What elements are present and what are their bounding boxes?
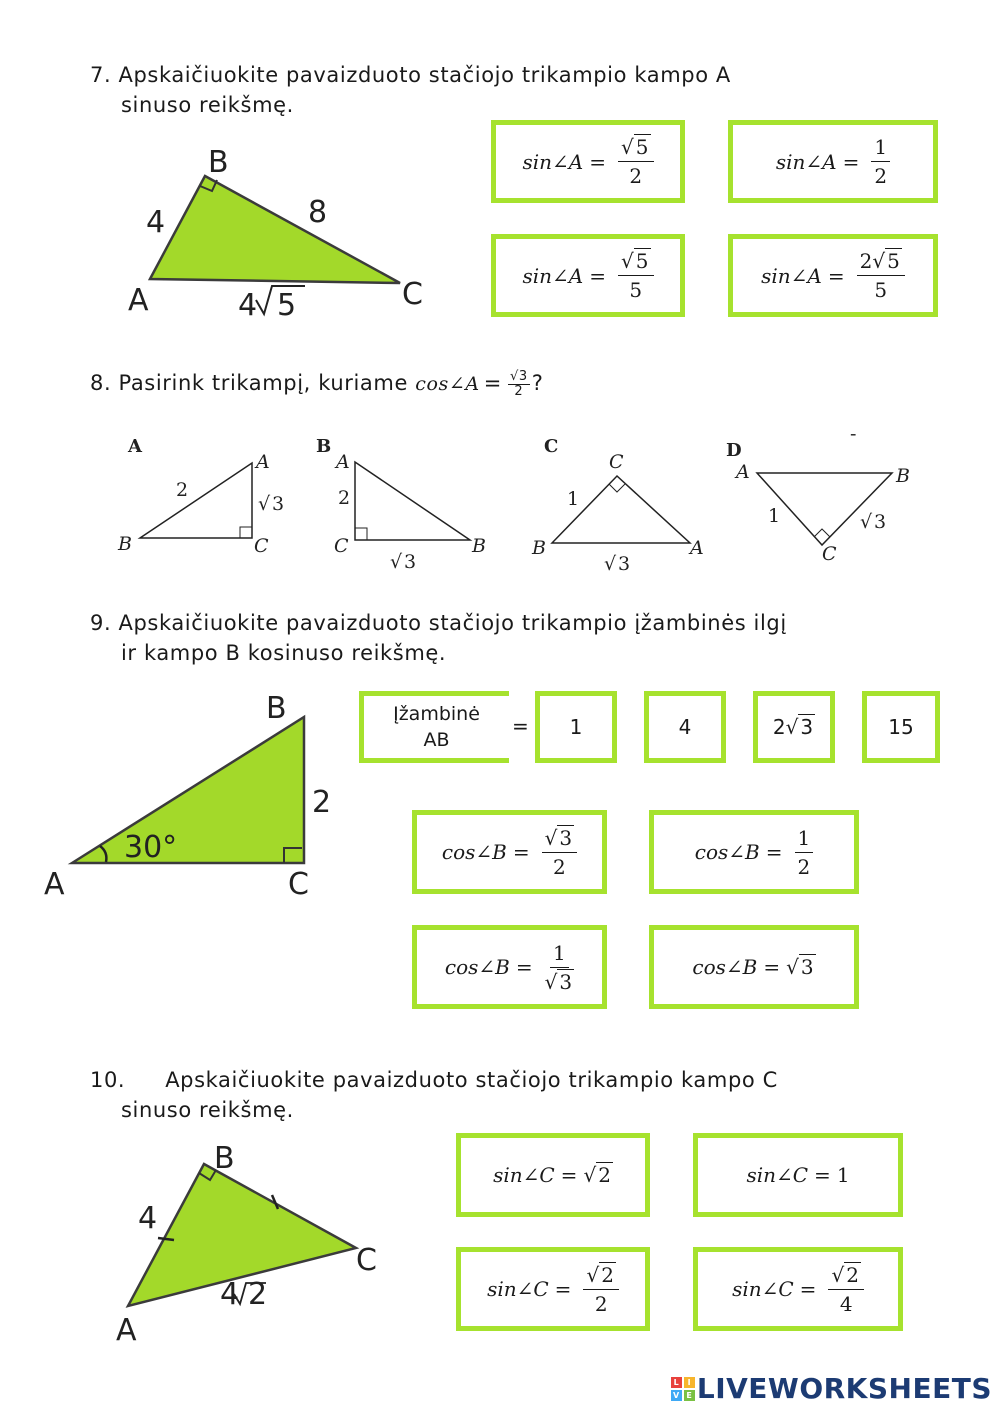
q7-opt4-frac: $\frac{2√ 5}{5}$ [857, 249, 905, 302]
q10-opt2-value: 1 [836, 1163, 850, 1187]
q10-opt4-frac: $\frac{√ 2}{4}$ [828, 1263, 863, 1316]
q9-cos1-frac: $\frac{√ 3}{2}$ [542, 826, 577, 879]
q8-tri-a-v2: B [118, 533, 132, 555]
q7-opt1-lhs: sin∠A [522, 149, 584, 174]
q8-tri-b-v3: B [472, 535, 486, 557]
q7-opt2-den: 2 [874, 164, 888, 188]
q9-cos2-den: 2 [797, 854, 811, 879]
q8-cond-frac: $\frac{√3}{2}$ [509, 369, 528, 399]
q9-line1: 9. Apskaičiuokite pavaizduoto stačiojo trikampio įžambinės ilgį [90, 611, 787, 635]
q8-dash: - [850, 423, 857, 445]
q9-cos4-rad: 3 [800, 955, 814, 979]
q10-opt3-den: 2 [594, 1291, 608, 1316]
q9-line2: ir kampo B kosinuso reikšmę. [121, 641, 447, 665]
q10-opt2-eq: = [814, 1163, 831, 1187]
q9-hyp-opt3-coef: 2 [772, 715, 786, 739]
q8-choice-c-label: C [544, 436, 559, 457]
q9-cos2-num: 1 [795, 826, 814, 853]
q7-opt4-den: 5 [874, 278, 888, 302]
q10-opt3-frac: $\frac{√ 2}{2}$ [583, 1263, 618, 1316]
liveworksheets-logo-text: LIVEWORKSHEETS [696, 1372, 992, 1405]
q7-vertex-a: A [128, 283, 149, 318]
q10-opt4-den: 4 [839, 1291, 853, 1316]
q10-opt2-lhs: sin∠C [746, 1163, 809, 1187]
q8-tri-b-v2: C [334, 535, 349, 557]
q8-tri-b-side2: 3 [404, 551, 417, 573]
q9-cos2-eq: = [765, 840, 783, 864]
q10-option-4[interactable] [693, 1247, 903, 1331]
q10-vertex-b: B [214, 1141, 235, 1176]
q8-tri-c-side2: 3 [618, 553, 631, 575]
q10-option-3[interactable] [456, 1247, 650, 1331]
q10-opt3-eq: = [554, 1277, 572, 1301]
q9-cos3-eq: = [515, 955, 533, 979]
q7-opt4-coef: 2 [859, 249, 873, 273]
q9-cos3-num: 1 [550, 941, 569, 968]
liveworksheets-logo[interactable] [671, 1372, 992, 1405]
q7-opt3-num: 5 [635, 249, 649, 273]
svg-text:√: √ [390, 551, 403, 573]
q8-tri-c-side1: 1 [567, 488, 580, 510]
q7-vertex-c: C [402, 277, 423, 312]
q10-side-ac-rad: 2 [248, 1277, 268, 1312]
q7-opt4-num: 5 [887, 249, 900, 273]
q7-opt3-den: 5 [629, 278, 643, 302]
q10-triangle [128, 1164, 356, 1306]
q10-side-ac-coef: 4 [220, 1277, 240, 1312]
q10-opt3-num: 2 [601, 1262, 614, 1287]
q8-choice-d-label: D [726, 440, 742, 461]
q9-cos3-den: 3 [559, 969, 573, 994]
q8-tri-d-v3: C [822, 543, 837, 565]
q9-vertex-c: C [288, 867, 309, 902]
q8-tri-d-v2: B [896, 465, 910, 487]
q8-tri-a-side2: 3 [272, 493, 285, 515]
q9-cos1-eq: = [512, 840, 530, 864]
q8-tri-a-side1: 2 [176, 479, 189, 501]
q9-cos1-num: 3 [559, 825, 573, 850]
liveworksheets-logo-icon [671, 1377, 695, 1401]
logo-mark-i: I [684, 1377, 695, 1388]
q9-cos-option-4[interactable]: cos∠B = √ 3 [649, 925, 859, 1009]
q10-option-2[interactable] [693, 1133, 903, 1217]
q9-cos2-lhs: cos∠B [694, 840, 760, 864]
q8-tri-d-side1: 1 [768, 505, 781, 527]
q10-option-1[interactable]: sin∠C = √ 2 [456, 1133, 650, 1217]
q8-tri-a-v1: A [256, 451, 270, 473]
q8-cond-lhs: cos∠A [415, 373, 480, 395]
q9-cos1-lhs: cos∠B [441, 840, 507, 864]
q10-side-ab: 4 [138, 1201, 158, 1236]
q9-hyp-opt3-rad: 3 [800, 715, 814, 739]
q8-text: 8. Pasirink trikampį, kuriame [90, 371, 408, 395]
q9-hyp-opt1-value: 1 [569, 715, 583, 739]
logo-mark-l: L [671, 1377, 682, 1388]
q10-vertex-a: A [116, 1313, 137, 1348]
q7-opt1-den: 2 [629, 164, 643, 188]
q8-tri-d-side2: 3 [874, 511, 887, 533]
q7-side-ac-coef: 4 [238, 288, 258, 323]
q9-hyp-opt2-value: 4 [678, 715, 692, 739]
q9-hyp-opt4-value: 15 [888, 715, 914, 739]
q7-line1: 7. Apskaičiuokite pavaizduoto stačiojo trikampio kampo A [90, 63, 731, 87]
q9-cos3-frac: $\frac{1}{√ 3}$ [544, 940, 573, 994]
q8-tri-d-v1: A [736, 461, 750, 483]
q10-num: 10. [90, 1068, 126, 1092]
q7-opt4-eq: = [827, 263, 845, 288]
q10-opt4-eq: = [799, 1277, 817, 1301]
q7-side-bc: 8 [308, 195, 328, 230]
q10-vertex-c: C [356, 1243, 377, 1278]
q8-cond-end: ? [531, 371, 544, 395]
q8-tri-c-v1: C [609, 451, 624, 473]
q8-tri-c-v2: B [532, 537, 546, 559]
q9-cos4-lhs: cos∠B [692, 955, 758, 979]
q9-cos1-den: 2 [553, 854, 566, 879]
q8-choice-b-label: B [316, 436, 332, 457]
logo-mark-v: V [671, 1390, 682, 1401]
q9-hyp-label1: Įžambinė [393, 703, 480, 725]
q10-opt1-rad: 2 [598, 1163, 611, 1187]
svg-text:√: √ [258, 493, 271, 515]
q7-opt3-eq: = [589, 263, 607, 288]
q9-cos4-eq: = [763, 955, 781, 979]
q9-angle-label: 30° [124, 830, 178, 865]
q7-opt2-lhs: sin∠A [775, 149, 837, 174]
q7-opt3-frac: $\frac{√ 5}{5}$ [618, 249, 653, 302]
q7-opt1-eq: = [589, 149, 607, 174]
q10-opt1-eq: = [560, 1163, 578, 1187]
q8-cond-eq: = [483, 371, 502, 395]
q7-opt1-frac: $\frac{√ 5}{2}$ [618, 135, 653, 188]
q7-opt4-lhs: sin∠A [761, 263, 822, 288]
q9-vertex-b: B [266, 691, 287, 726]
q9-hyp-eq: = [512, 714, 529, 738]
q8-tri-c-v3: A [690, 537, 704, 559]
q8-cond-num: 3 [518, 369, 528, 384]
q8-choice-a-label: A [128, 436, 142, 457]
q8-tri-a-v3: C [254, 535, 269, 557]
q10-line1: Apskaičiuokite pavaizduoto stačiojo trikampio kampo C [165, 1068, 778, 1092]
q10-opt4-num: 2 [846, 1262, 859, 1287]
q9-hyp-option-3[interactable]: 2√ 3 [753, 691, 835, 763]
q7-side-ab: 4 [146, 205, 166, 240]
q7-line2: sinuso reikšmę. [121, 93, 294, 117]
q9-vertex-a: A [44, 867, 65, 902]
q10-opt4-lhs: sin∠C [732, 1277, 794, 1301]
q10-opt1-lhs: sin∠C [493, 1163, 555, 1187]
logo-mark-e: E [684, 1390, 695, 1401]
q8-tri-b-v1: A [336, 451, 350, 473]
q9-side-bc: 2 [312, 785, 332, 820]
q7-opt3-lhs: sin∠A [522, 263, 584, 288]
q7-opt2-eq: = [842, 149, 860, 174]
q8-tri-b-side1: 2 [338, 487, 351, 509]
q9-cos3-lhs: cos∠B [444, 955, 510, 979]
q8-cond-den: 2 [514, 384, 524, 399]
svg-text:√: √ [860, 511, 873, 533]
q7-side-ac-rad: 5 [277, 288, 297, 323]
q10-opt3-lhs: sin∠C [487, 1277, 549, 1301]
svg-text:√: √ [604, 553, 617, 575]
q9-hyp-label2: AB [423, 729, 450, 751]
q7-opt1-num: 5 [635, 135, 649, 159]
q7-opt2-num: 1 [871, 135, 890, 162]
q7-vertex-b: B [208, 145, 229, 180]
q10-line2: sinuso reikšmę. [121, 1098, 294, 1122]
